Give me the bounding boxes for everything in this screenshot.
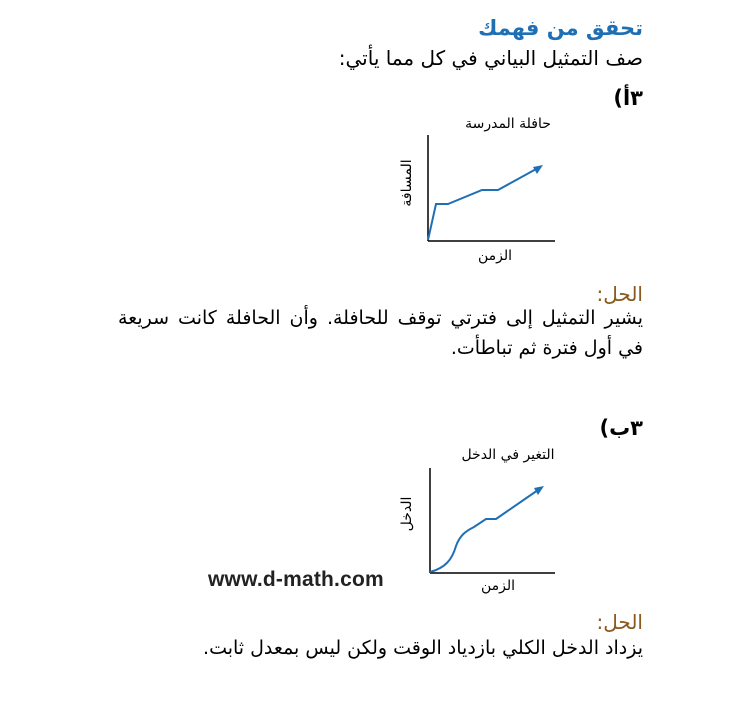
section-heading: تحقق من فهمك xyxy=(478,16,643,40)
graph-b-xlabel: الزمن xyxy=(480,578,516,594)
solution-a-text: يشير التمثيل إلى فترتي توقف للحافلة. وأن الحافلة كانت سريعة في أول فترة ثم تباطأت. xyxy=(118,307,643,359)
instruction-text: صف التمثيل البياني في كل مما يأتي: xyxy=(338,46,643,70)
solution-b-label: الحل: xyxy=(596,610,643,634)
graph-b-title: التغير في الدخل xyxy=(461,447,555,463)
question-b-label: ٣ب) xyxy=(599,416,643,440)
watermark: www.d-math.com xyxy=(208,568,384,591)
graph-a-arrowhead xyxy=(533,165,543,174)
graph-a xyxy=(390,108,570,268)
graph-b-arrowhead xyxy=(534,486,544,495)
question-a-label: ٣أ) xyxy=(613,86,643,110)
graph-a-curve xyxy=(428,168,538,240)
solution-b-text: يزداد الدخل الكلي بازدياد الوقت ولكن ليس بمعدل ثابت. xyxy=(203,637,643,659)
graph-b-curve xyxy=(430,490,538,572)
graph-a-title: حافلة المدرسة xyxy=(465,116,551,132)
graph-b-ylabel: الدخل xyxy=(399,496,415,532)
graph-b xyxy=(390,442,570,602)
graph-a-xlabel: الزمن xyxy=(477,248,513,264)
graph-a-ylabel: المسافة xyxy=(399,159,415,207)
solution-a-label: الحل: xyxy=(596,282,643,306)
